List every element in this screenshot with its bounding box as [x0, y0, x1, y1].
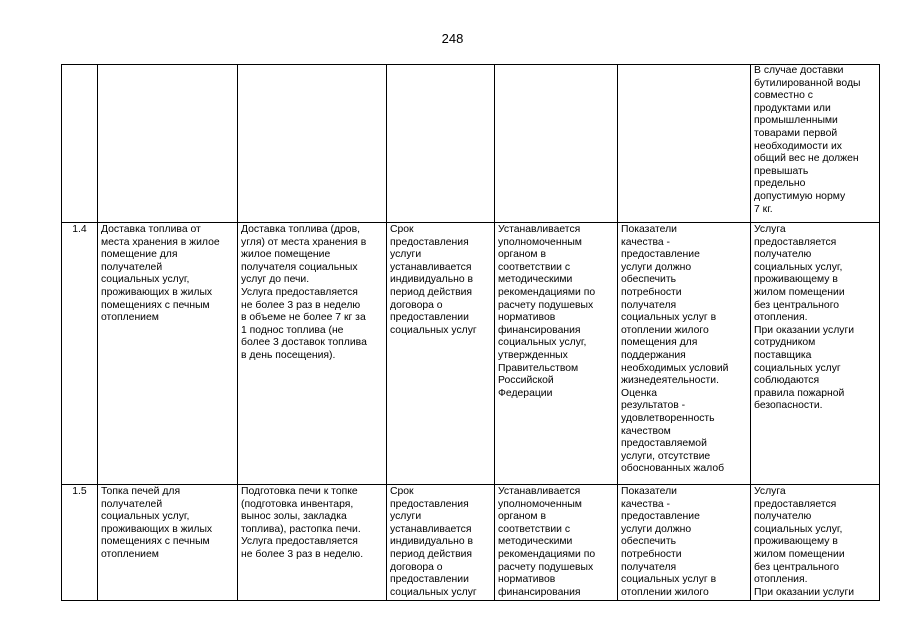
page-number: 248	[441, 31, 464, 46]
table-row	[62, 223, 880, 485]
services-table	[61, 64, 880, 601]
service-standard: Устанавливается уполномоченным органом в соответствии с методическими рекомендациями по расчету подушевых нормативов финансирования социальных услуг, утвержденных Правительством Российской Федерации	[495, 223, 618, 485]
service-quality: Показатели качества - предоставление услуги должно обеспечить потребности получателя социальных услуг в отоплении жилого	[618, 485, 751, 601]
table-row	[62, 65, 880, 223]
service-conditions: В случае доставки бутилированной воды совместно с продуктами или промышленными товарами первой необходимости их общий вес не должен превышать предельно допустимую норму 7 кг.	[751, 65, 880, 223]
service-quality: Показатели качества - предоставление услуги должно обеспечить потребности получателя социальных услуг в отоплении жилого помещения для поддержания необходимых условий жизнедеятельности. Оценка результатов - удовлетворенность качеством предоставляемой услуги, отсутствие обоснованных жалоб	[618, 223, 751, 485]
service-conditions: Услуга предоставляется получателю социальных услуг, проживающему в жилом помещении без центрального отопления. При оказании услуги сотрудником поставщика социальных услуг соблюдаются правила пожарной безопасности.	[751, 223, 880, 485]
service-name: Доставка топлива от места хранения в жилое помещение для получателей социальных услуг, проживающих в жилых помещениях с печным отоплением	[98, 223, 238, 485]
service-name: Топка печей для получателей социальных услуг, проживающих в жилых помещениях с печным отоплением	[98, 485, 238, 601]
row-number: 1.4	[62, 223, 98, 485]
service-standard: Устанавливается уполномоченным органом в соответствии с методическими рекомендациями по расчету подушевых нормативов финансирования	[495, 485, 618, 601]
service-name	[98, 65, 238, 223]
row-number	[62, 65, 98, 223]
service-standard	[495, 65, 618, 223]
service-content: Доставка топлива (дров, угля) от места хранения в жилое помещение получателя социальных услуг до печи. Услуга предоставляется не более 3 раз в неделю в объеме не более 7 кг за 1 поднос топлива (не более 3 доставок топлива в день посещения).	[238, 223, 387, 485]
service-content: Подготовка печи к топке (подготовка инвентаря, вынос золы, закладка топлива), растопка печи. Услуга предоставляется не более 3 раз в неделю.	[238, 485, 387, 601]
service-conditions: Услуга предоставляется получателю социальных услуг, проживающему в жилом помещении без центрального отопления. При оказании услуги	[751, 485, 880, 601]
service-term: Срок предоставления услуги устанавливается индивидуально в период действия договора о предоставлении социальных услуг	[387, 485, 495, 601]
service-term	[387, 65, 495, 223]
service-quality	[618, 65, 751, 223]
table-row	[62, 485, 880, 601]
row-number: 1.5	[62, 485, 98, 601]
service-term: Срок предоставления услуги устанавливается индивидуально в период действия договора о предоставлении социальных услуг	[387, 223, 495, 485]
service-content	[238, 65, 387, 223]
